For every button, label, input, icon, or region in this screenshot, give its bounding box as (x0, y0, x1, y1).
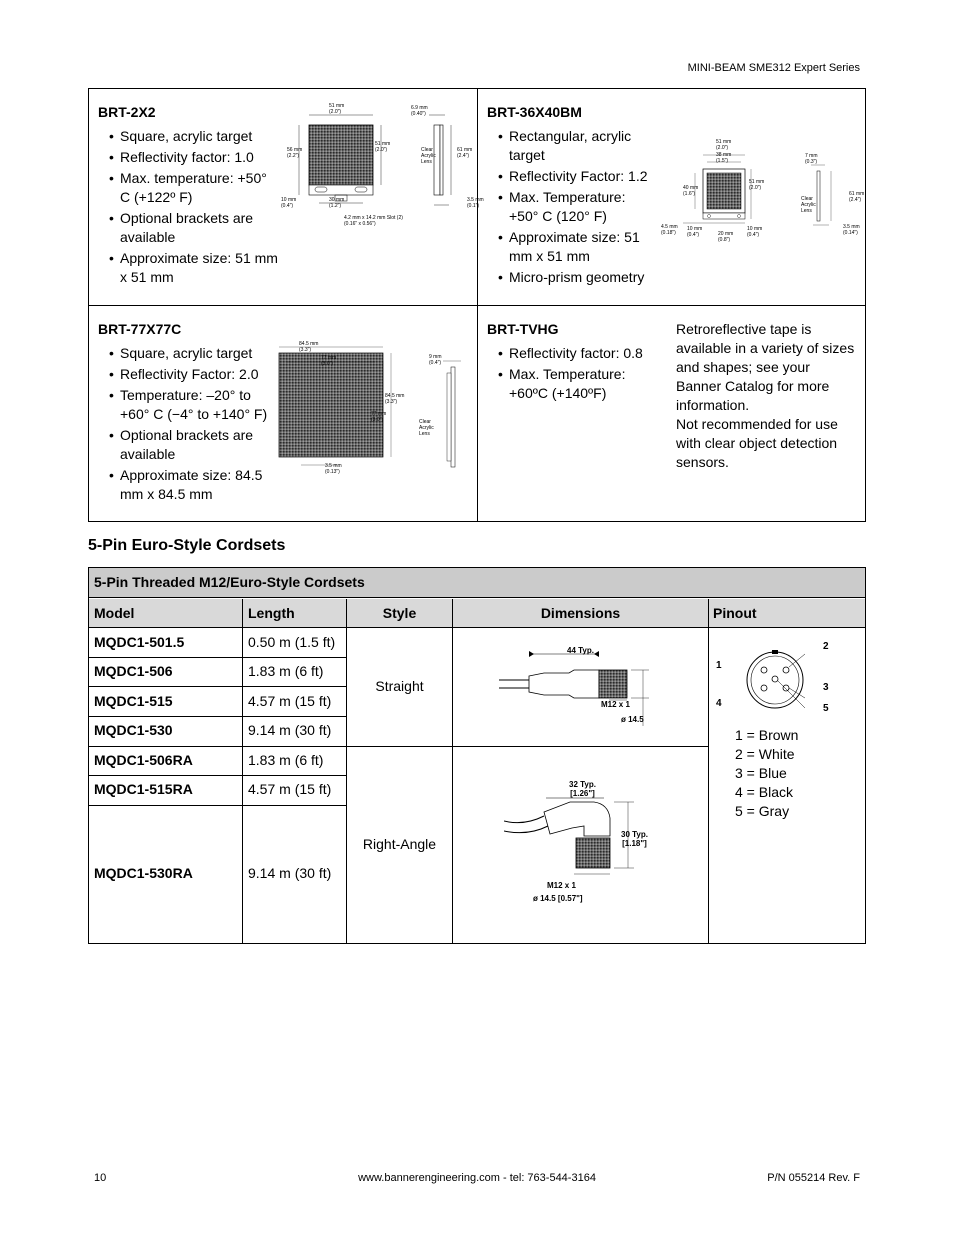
dim-label: 3.5 mm (0.1") (467, 197, 484, 209)
bullet: • Micro-prism geometry (487, 268, 657, 287)
table-row-length: 4.57 m (15 ft) (248, 693, 332, 709)
bullet: • Reflectivity Factor: 1.2 (487, 167, 657, 186)
bullet: • Optional brackets are available (98, 426, 278, 464)
dim-label: 77 mm (3.0") (321, 355, 337, 367)
bullet: • Rectangular, acrylic target (487, 127, 657, 165)
product-brt-2x2 (98, 103, 278, 289)
table-row-model: MQDC1-501.5 (94, 634, 185, 650)
dim-label: 4.5 mm (0.18") (661, 224, 678, 236)
dim-label: 51 mm (2.0") (716, 139, 732, 151)
bullet: • Temperature: –20° to +60° C (−4° to +140° F) (98, 386, 278, 424)
dim-label: 10 mm (0.4") (281, 197, 297, 209)
dim-label: 40 mm (1.6") (683, 185, 699, 197)
dim-label: 51 mm (2.0") (375, 141, 391, 153)
bullet: • Approximate size: 51 mm x 51 mm (98, 249, 278, 287)
product-brt-tvhg (487, 320, 667, 405)
dim-label: ø 14.5 [0.57"] (533, 894, 583, 903)
pin-number: 5 (823, 703, 829, 714)
cordset-table (88, 567, 866, 944)
section-title: 5-Pin Euro-Style Cordsets (88, 537, 286, 554)
series-title: MINI-BEAM SME312 Expert Series (687, 62, 860, 74)
col-header-style: Style (382, 605, 417, 621)
bullet: • Square, acrylic target (98, 344, 278, 363)
bullet: • Approximate size: 84.5 mm x 84.5 mm (98, 466, 278, 504)
pin-number: 2 (823, 641, 829, 652)
dim-label: 6.9 mm (0.40") (411, 105, 428, 117)
product-title: BRT-36X40BM (487, 104, 582, 120)
dim-label: M12 x 1 (547, 881, 576, 890)
dim-label: 10 mm (0.4") (687, 226, 703, 238)
dim-label: 84.5 mm (3.3") (385, 393, 405, 405)
dim-label: Clear Acrylic Lens (419, 419, 434, 437)
dim-label: 44 Typ. (567, 646, 594, 655)
table-row-model: MQDC1-506RA (94, 752, 193, 768)
dim-label: 9 mm (0.4") (429, 354, 442, 366)
contact-info: www.bannerengineering.com - tel: 763-544-3164 (358, 1172, 596, 1184)
dim-label: 77 mm (3.0") (371, 411, 387, 423)
bullet: • Reflectivity factor: 0.8 (487, 344, 667, 363)
bullet: • Max. Temperature: +50° C (120° F) (487, 188, 657, 226)
table-row-length: 4.57 m (15 ft) (248, 781, 332, 797)
bullet: • Approximate size: 51 mm x 51 mm (487, 228, 657, 266)
pin-number: 3 (823, 682, 829, 693)
table-row-model: MQDC1-515 (94, 693, 173, 709)
table-row-length: 1.83 m (6 ft) (248, 752, 324, 768)
product-brt-77x77c (98, 320, 278, 506)
dim-label: 30 mm (1.2") (329, 197, 345, 209)
table-row-length: 1.83 m (6 ft) (248, 663, 324, 679)
style-right-angle: Right-Angle (362, 836, 437, 852)
dim-label: 20 mm (0.8") (718, 231, 734, 243)
table-row-model: MQDC1-530 (94, 722, 173, 738)
dim-label: 4.2 mm x 14.2 mm Slot (2) (0.16" x 0.56") (344, 215, 403, 227)
part-number: P/N 055214 Rev. F (767, 1172, 860, 1184)
dim-label: 56 mm (2.2") (287, 147, 303, 159)
product-title: BRT-TVHG (487, 321, 559, 337)
dim-label: 51 mm (2.0") (329, 103, 345, 115)
pinout-list: 1 = Brown 2 = White 3 = Blue 4 = Black 5 = Gray (735, 727, 799, 819)
dim-label: 38 mm (1.5") (716, 152, 732, 164)
tape-note: Retroreflective tape is available in a variety of sizes and shapes; see your Banner Catalog for more information. Not recommended for use with clear object detection sensors. (676, 321, 855, 470)
col-header-model: Model (94, 605, 135, 621)
col-header-dimensions: Dimensions (540, 605, 621, 621)
dim-label: ø 14.5 (621, 715, 644, 724)
product-brt-36x40bm (487, 103, 657, 289)
bullet: • Square, acrylic target (98, 127, 278, 146)
table-row-model: MQDC1-530RA (94, 865, 193, 881)
table-row-model: MQDC1-515RA (94, 781, 193, 797)
bullet: • Reflectivity factor: 1.0 (98, 148, 278, 167)
col-header-length: Length (248, 605, 295, 621)
pin-number: 1 (716, 660, 722, 671)
dim-label: 7 mm (0.3") (805, 153, 818, 165)
dim-label: 32 Typ. [1.26"] (569, 780, 596, 798)
dim-label: 30 Typ. [1.18"] (621, 830, 648, 848)
table-row-length: 9.14 m (30 ft) (248, 865, 332, 881)
dim-label: Clear Acrylic Lens (421, 147, 436, 165)
dim-label: 61 mm (2.4") (457, 147, 473, 159)
table-row-length: 0.50 m (1.5 ft) (248, 634, 336, 650)
col-header-pinout: Pinout (713, 605, 757, 621)
dim-label: 3.5 mm (0.14") (843, 224, 860, 236)
page-number: 10 (94, 1172, 107, 1184)
dim-label: 10 mm (0.4") (747, 226, 763, 238)
product-title: BRT-2X2 (98, 104, 156, 120)
bullet: • Max. temperature: +50° C (+122º F) (98, 169, 278, 207)
dim-label: 51 mm (2.0") (749, 179, 765, 191)
style-straight: Straight (375, 678, 424, 694)
bullet: • Max. Temperature: +60ºC (+140ºF) (487, 365, 667, 403)
brt-2x2-drawing (279, 101, 475, 231)
table-row-model: MQDC1-506 (94, 663, 173, 679)
dim-label: Clear Acrylic Lens (801, 196, 816, 214)
pin-number: 4 (716, 698, 722, 709)
product-title: BRT-77X77C (98, 321, 182, 337)
bullet: • Optional brackets are available (98, 209, 278, 247)
dim-label: 61 mm (2.4") (849, 191, 865, 203)
pinout-connector-icon (739, 646, 819, 716)
brt-77x77c-drawing (277, 337, 472, 477)
dim-label: 3.5 mm (0.13") (325, 463, 342, 475)
table-row-length: 9.14 m (30 ft) (248, 722, 332, 738)
dim-label: 84.5 mm (3.3") (299, 341, 319, 353)
table-caption: 5-Pin Threaded M12/Euro-Style Cordsets (89, 568, 865, 598)
dim-label: M12 x 1 (601, 700, 630, 709)
bullet: • Reflectivity Factor: 2.0 (98, 365, 278, 384)
product-grid (88, 88, 866, 522)
